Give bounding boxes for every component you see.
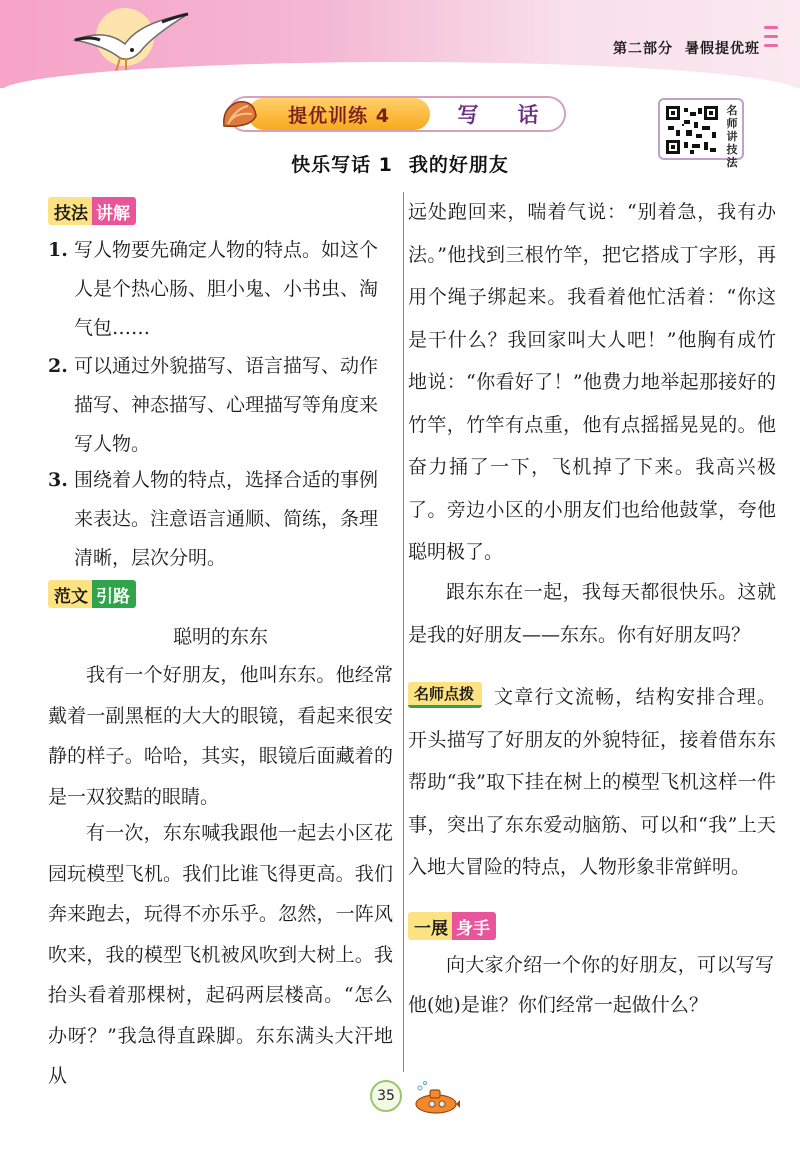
header-band (0, 0, 800, 88)
practice-badge-a: 一展 (408, 912, 452, 940)
practice-text: 向大家介绍一个你的好朋友，可以写写他(她)是谁？你们经常一起做什么？ (408, 954, 774, 1016)
technique-item-3 (48, 461, 388, 578)
class-label: 暑假提优班 (685, 41, 760, 57)
column-divider (403, 192, 404, 1072)
technique-num: 2. (48, 355, 68, 377)
part-label: 第二部分 (613, 41, 673, 57)
header-deco-lines (764, 26, 778, 53)
technique-item-2 (48, 347, 388, 464)
training-title (248, 98, 430, 130)
essay-paragraph-3: 远处跑回来，喘着气说：“别着急，我有办法。”他找到三根竹竿，把它搭成丁字形，再用个绳子绑起来。我看着他忙活着：“你这是干什么？我回家叫大人吧！”他胸有成竹地说：“你看好了！”他费力地举起那接好的竹竿，竹竿有点重，他有点摇摇晃晃的。他奋力捅了一下，飞机掉了下来。我高兴极了。旁边小区的小朋友们也给他鼓掌，夸他聪明极了。 (408, 201, 776, 563)
qr-label-char: 师 (726, 117, 738, 130)
writing-char-2: 话 (517, 103, 539, 127)
technique-text: 写人物要先确定人物的特点。如这个人是个热心肠、胆小鬼、小书虫、淘气包…… (74, 239, 379, 339)
model-essay-badge (48, 580, 136, 608)
model-essay-badge-a: 范文 (48, 580, 92, 608)
writing-char-1: 写 (457, 103, 479, 127)
writing-title (438, 98, 558, 130)
teacher-tip-badge: 名师点拨 (408, 682, 482, 708)
page-number: 35 (370, 1080, 402, 1112)
technique-item-1 (48, 231, 388, 348)
essay-paragraph-1: 我有一个好朋友，他叫东东。他经常戴着一副黑框的大大的眼镜，看起来很安静的样子。哈哈，其实，眼镜后面藏着的是一双狡黠的眼睛。 (48, 664, 393, 808)
page-footer (370, 1074, 470, 1118)
title-banner (228, 96, 566, 132)
teacher-tip-text: 文章行文流畅，结构安排合理。开头描写了好朋友的外貌特征，接着借东东帮助“我”取下挂在树上的模型飞机这样一件事，突出了东东爱动脑筋、可以和“我”上天入地大冒险的特点，人物形象非常鲜明。 (408, 686, 776, 878)
essay-title: 聪明的东东 (172, 626, 268, 648)
qr-label-char: 名 (726, 104, 738, 117)
qr-code-icon[interactable] (664, 104, 720, 156)
qr-label-char: 法 (726, 156, 738, 169)
essay-paragraph-2: 有一次，东东喊我跟他一起去小区花园玩模型飞机。我们比谁飞得更高。我们奔来跑去，玩得不亦乐乎。忽然，一阵风吹来，我的模型飞机被风吹到大树上。我抬头看着那棵树，起码两层楼高。“怎么办呀？”我急得直跺脚。东东满头大汗地从 (48, 822, 393, 1087)
technique-text: 围绕着人物的特点，选择合适的事例来表达。注意语言通顺、简练，条理清晰，层次分明。 (74, 469, 379, 569)
qr-label-char: 技 (726, 143, 738, 156)
technique-text: 可以通过外貌描写、语言描写、动作描写、神态描写、心理描写等角度来写人物。 (74, 355, 379, 455)
practice-badge (408, 912, 496, 940)
qr-label-char: 讲 (726, 130, 738, 143)
training-title-text: 提优训练 4 (288, 104, 390, 127)
lesson-subtitle (0, 150, 800, 177)
section-label (613, 38, 760, 58)
submarine-icon (398, 1080, 460, 1116)
model-essay-badge-b: 引路 (92, 580, 136, 608)
technique-num: 1. (48, 239, 68, 261)
techniques-badge (48, 197, 136, 225)
practice-badge-b: 身手 (452, 912, 496, 940)
subtitle-prefix: 快乐写话 1 (291, 154, 393, 176)
techniques-badge-b: 讲解 (92, 197, 136, 225)
technique-num: 3. (48, 469, 68, 491)
essay-paragraph-4: 跟东东在一起，我每天都很快乐。这就是我的好朋友——东东。你有好朋友吗？ (408, 581, 776, 646)
techniques-badge-a: 技法 (48, 197, 92, 225)
subtitle-topic: 我的好朋友 (408, 154, 509, 176)
shell-icon (220, 98, 260, 130)
